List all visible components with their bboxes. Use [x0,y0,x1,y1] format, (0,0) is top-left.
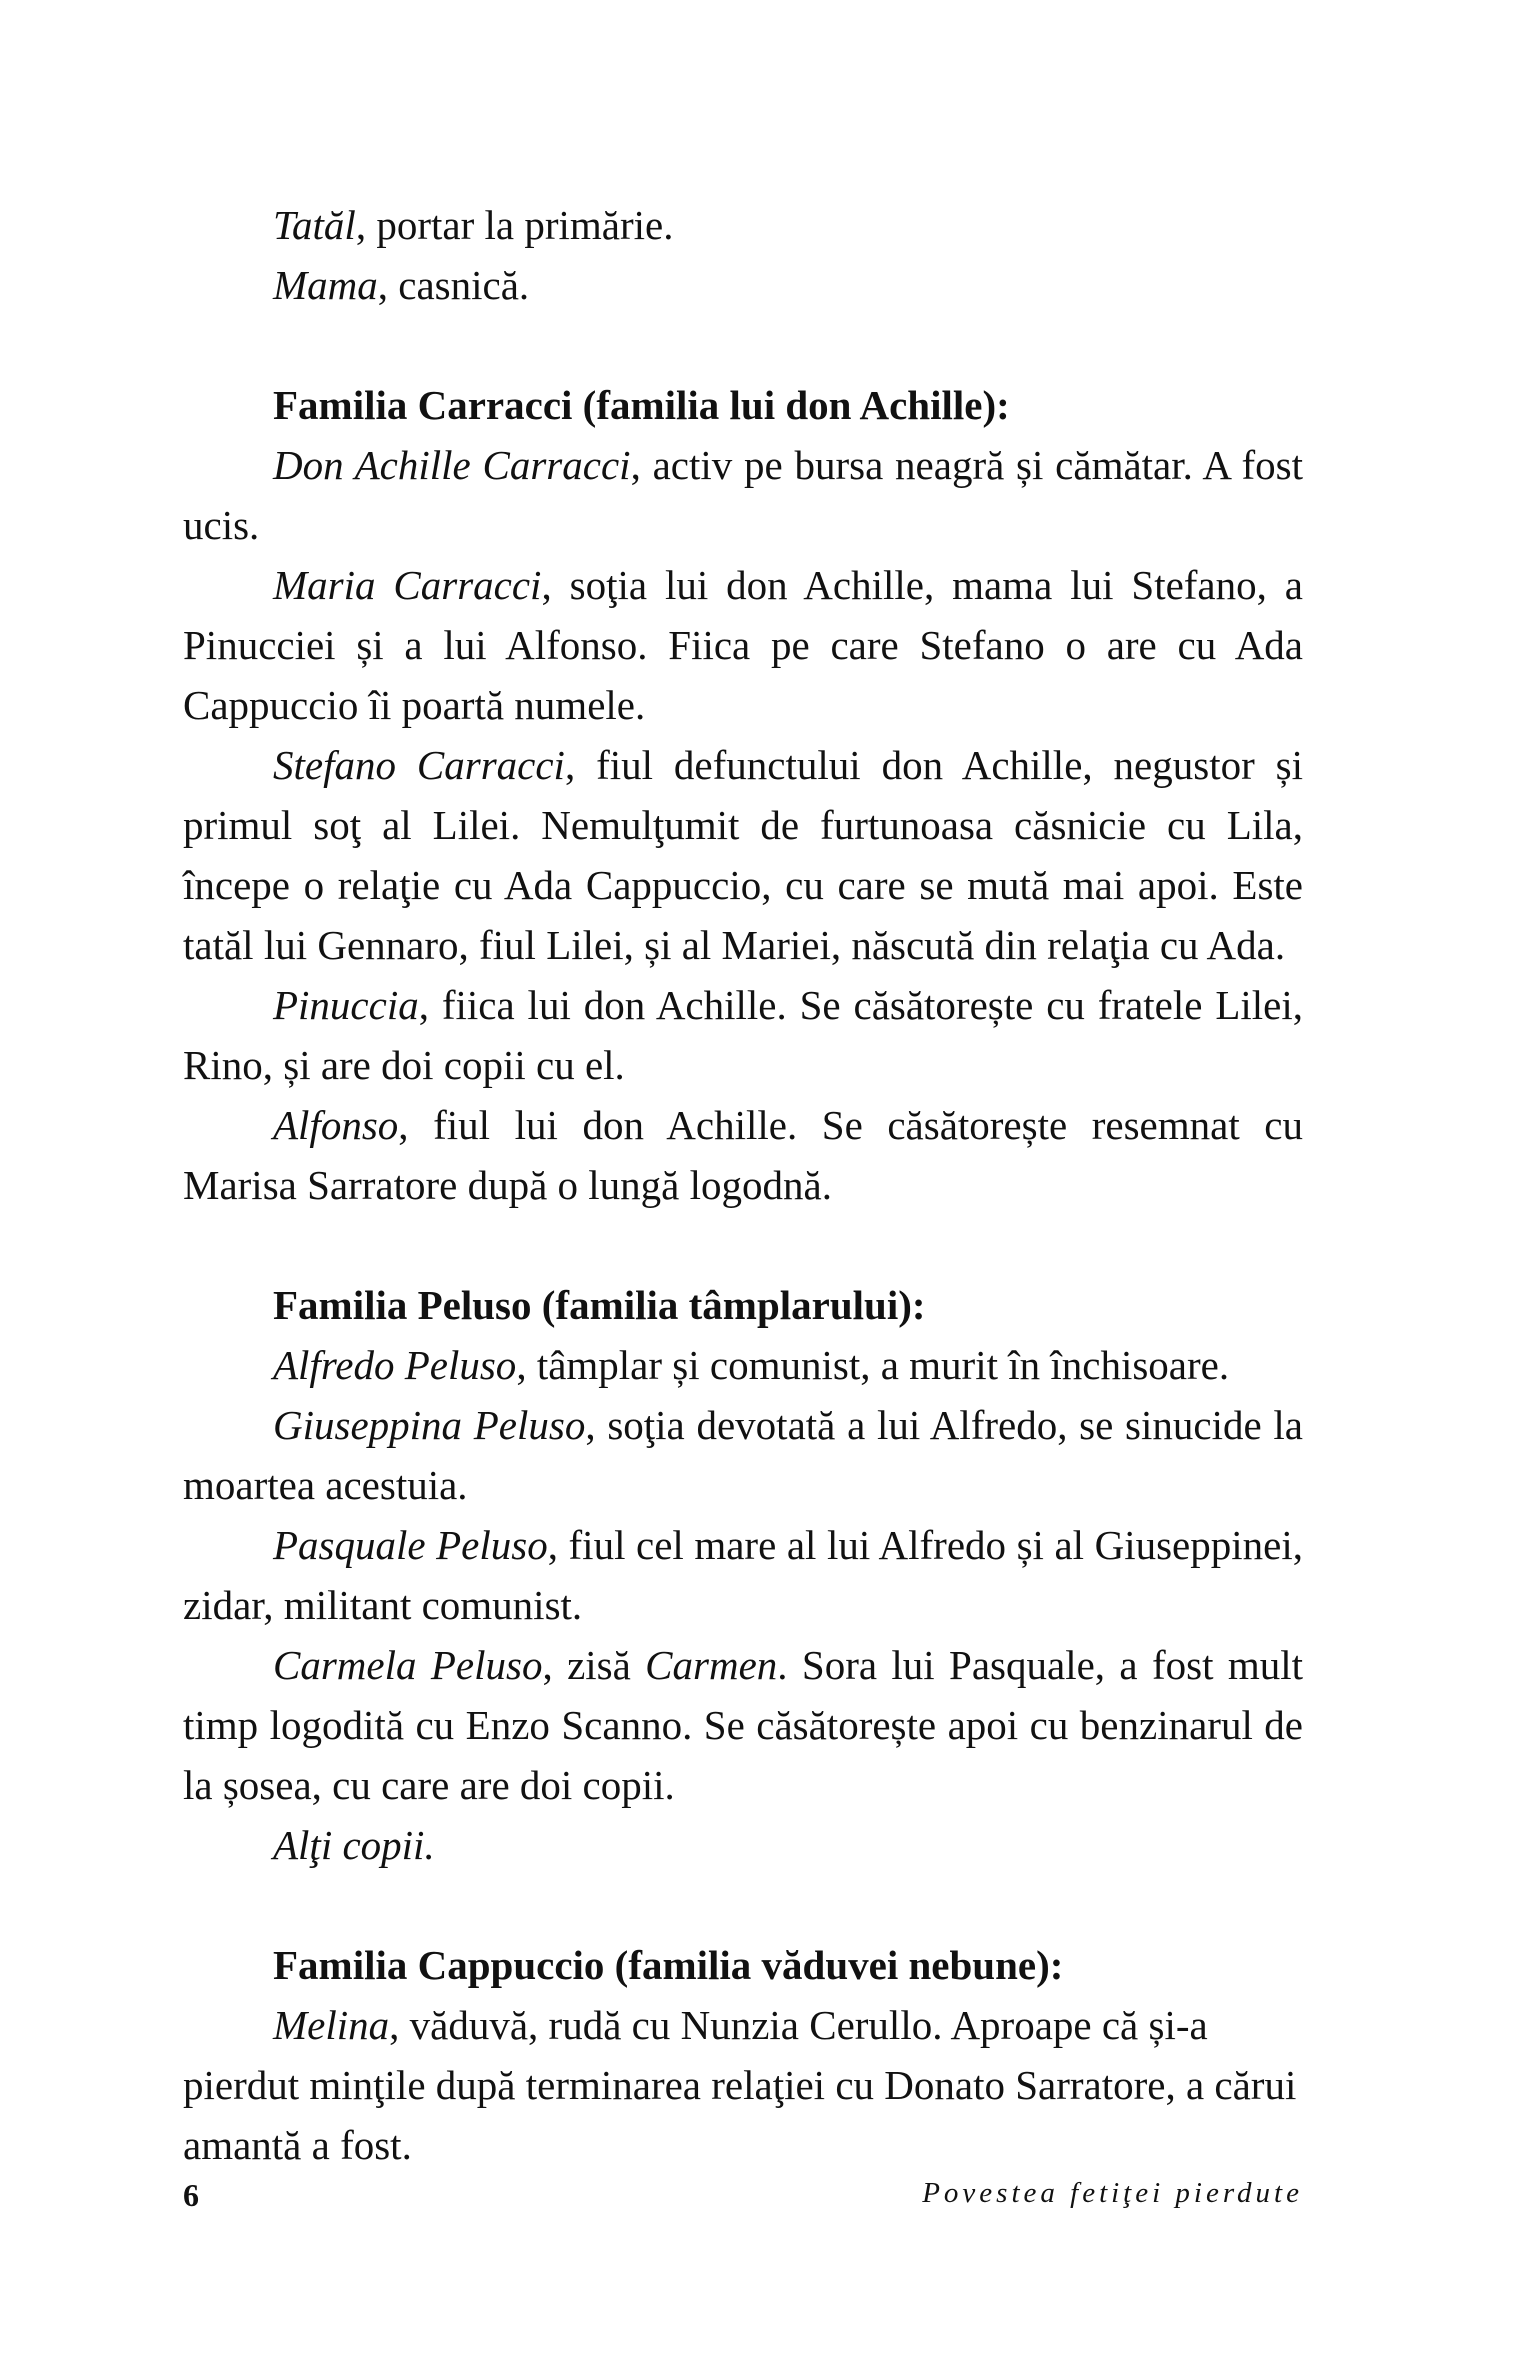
entry-name: Alfredo Peluso [273,1342,517,1388]
entry-name: Mama [273,262,378,308]
entry-melina [183,1995,1303,2175]
entry-description: , văduvă, rudă cu Nunzia Cerullo. Aproape că și-a pierdut minţile după terminarea relaţiei cu Donato Sarratore, a cărui amantă a fost. [183,2002,1297,2168]
section-heading-peluso: Familia Peluso (familia tâmplarului): [273,1282,926,1328]
entry-alti-copii [183,1815,1303,1875]
entry-tatal [183,195,1303,255]
entry-maria [183,555,1303,735]
entry-description: . Sora lui Pasquale, a fost mult timp logodită cu Enzo Scanno. Se căsătorește apoi cu benzinarul de la șosea, cu care are doi copii. [183,1642,1303,1808]
character-list [183,195,1303,2175]
entry-description: , fiul lui don Achille. Se căsătorește resemnat cu Marisa Sarratore după o lungă logodnă. [183,1102,1303,1208]
entry-description: , fiul cel mare al lui Alfredo și al Giuseppinei, zidar, militant comunist. [183,1522,1303,1628]
entry-name: Melina [273,2002,390,2048]
entry-name: Carmela Peluso [273,1642,543,1688]
entry-name: Giuseppina Peluso [273,1402,586,1448]
entry-name: Maria Carracci [273,562,542,608]
entry-description: , soţia lui don Achille, mama lui Stefano, a Pinucciei și a lui Alfonso. Fiica pe care Stefano o are cu Ada Cappuccio îi poartă numele. [183,562,1303,728]
entry-carmela [183,1635,1303,1815]
entry-name: Don Achille Carracci [273,442,631,488]
entry-stefano [183,735,1303,975]
entry-alfonso [183,1095,1303,1215]
section-heading-carracci: Familia Carracci (familia lui don Achille): [273,382,1010,428]
entry-name: Pasquale Peluso [273,1522,548,1568]
entry-pasquale [183,1515,1303,1635]
entry-description: , fiica lui don Achille. Se căsătorește cu fratele Lilei, Rino, și are doi copii cu el. [183,982,1303,1088]
page-number: 6 [183,2177,199,2213]
entry-description: , soţia devotată a lui Alfredo, se sinucide la moartea acestuia. [183,1402,1303,1508]
entry-description: , tâmplar și comunist, a murit în închisoare. [516,1342,1230,1388]
entry-name: Tatăl [273,202,356,248]
running-title: Povestea fetiţei pierdute [922,2177,1303,2209]
entry-nickname: Carmen [645,1642,778,1688]
entry-name: Stefano Carracci [273,742,565,788]
entry-don-achille [183,435,1303,555]
section-heading-cappuccio: Familia Cappuccio (familia văduvei nebune): [273,1942,1064,1988]
entry-description: , portar la primărie. [355,202,674,248]
entry-description: , casnică. [377,262,530,308]
entry-name: Alţi copii. [273,1822,435,1868]
entry-name: Pinuccia [273,982,419,1028]
entry-pinuccia [183,975,1303,1095]
entry-mama [183,255,1303,315]
entry-alfredo [183,1335,1303,1395]
entry-description: , activ pe bursa neagră și cămătar. A fost ucis. [183,442,1303,548]
entry-connector: , zisă [542,1642,646,1688]
entry-giuseppina [183,1395,1303,1515]
entry-name: Alfonso [273,1102,399,1148]
entry-description: , fiul defunctului don Achille, negustor și primul soţ al Lilei. Nemulţumit de furtunoasa căsnicie cu Lila, începe o relaţie cu Ada Cappuccio, cu care se mută mai apoi. Este tatăl lui Gennaro, fiul Lilei, și al Mariei, născută din relaţia cu Ada. [183,742,1303,968]
